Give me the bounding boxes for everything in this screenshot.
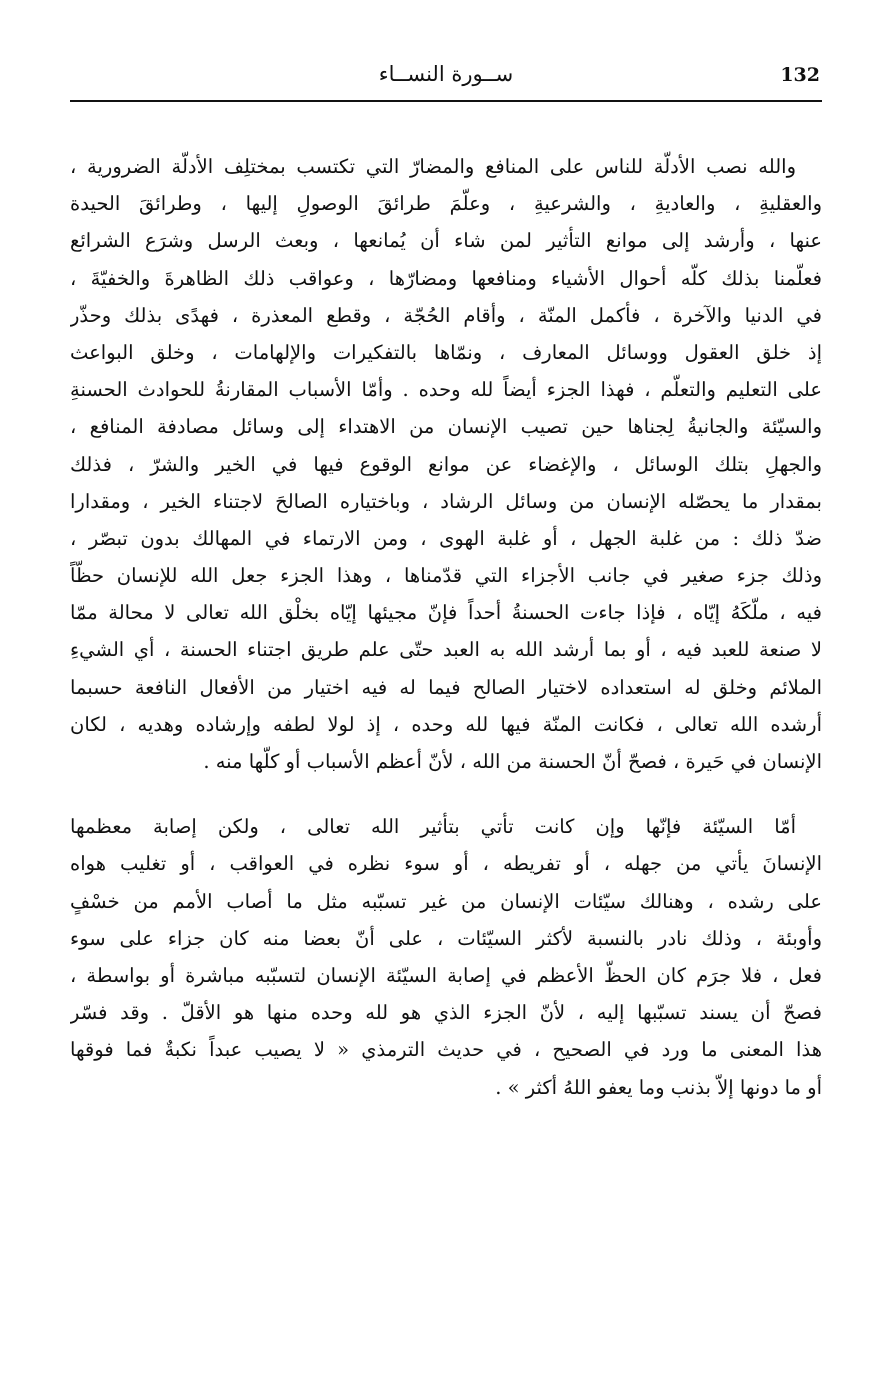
text-line: وذلك جزء صغير في جانب الأجزاء التي قدّمناها ، وهذا الجزء جعل الله للإنسان حظّاً: [70, 564, 822, 588]
text-line: فعل ، فلا جرَم كان الحظّ الأعظم في إصابة السيّئة الإنسان لتسبّبه مباشرة أو بواسطة ،: [70, 963, 822, 987]
header-rule: [70, 100, 822, 102]
text-line: الملائم وخلق له استعداده لاختيار الصالح فيما له فيه اختيار من الأفعال النافعة حسبما: [70, 675, 822, 699]
text-line: فعلّمنا بذلك كلّه أحوال الأشياء ومنافعها ومضارّها ، وعواقب ذلك الظاهرةَ والخفيّةَ ،: [70, 266, 822, 290]
text-line: والله نصب الأدلّة للناس على المنافع والمضارّ التي تكتسب بمختلِف الأدلّة الضرورية ،: [70, 155, 796, 178]
text-line: على رشده ، وهنالك سيّئات الإنسان من غير تسبّبه مثل ما أصاب الأمم من خسْفٍ: [70, 889, 822, 913]
text-line: أرشده الله تعالى ، فكانت المنّة فيها لله وحده ، إذ لولا لطفه وإرشاده وهديه ، لكان: [70, 712, 822, 736]
paragraph-1: [70, 148, 822, 780]
text-line: إذ خلق العقول ووسائل المعارف ، ونمّاها بالتفكيرات والإلهامات ، وخلق البواعث: [70, 340, 822, 364]
page-header: [70, 62, 822, 98]
text-line: والجهلِ بتلك الوسائل ، والإغضاء عن موانع الوقوع فيها في الخير والشرّ ، فذلك: [70, 452, 822, 476]
text-line: بمقدار ما يحصّله الإنسان من وسائل الرشاد ، وباختياره الصالحَ لاجتناء الخير ، ومقدارا: [70, 489, 822, 513]
text-line: الإنسان في حَيرة ، فصحّ أنّ الحسنة من الله ، لأنّ أعظم الأسباب أو كلّها منه .: [203, 750, 822, 773]
text-line: في الدنيا والآخرة ، فأكمل المنّة ، وأقام الحُجّة ، وقطع المعذرة ، فهدًى بذلك وحذّر: [70, 303, 822, 327]
text-line: فيه ، ملّكَهُ إيّاه ، فإذا جاءت الحسنةُ أحداً فإنّ مجيئها إيّاه بخلْق الله تعالى لا محالة ممّا: [70, 601, 822, 625]
text-line: أمّا السيّئة فإنّها وإن كانت تأتي بتأثير الله تعالى ، ولكن إصابة معظمها: [70, 815, 796, 839]
text-line: لا صنعة للعبد فيه ، أو بما أرشد الله به العبد حتّى علم طريق اجتناء الحسنة ، أي الشيءِ: [70, 638, 822, 662]
text-line: أو ما دونها إلاّ بذنب وما يعفو اللهُ أكثر » .: [495, 1075, 822, 1099]
page-number: 132: [780, 64, 820, 86]
paragraph-gap: [70, 780, 822, 808]
text-line: ضدّ ذلك : من غلبة الجهل ، أو غلبة الهوى ، ومن الارتماء في المهالك بدون تبصّر ،: [70, 526, 822, 550]
text-line: على التعليم والتعلّم ، فهذا الجزء أيضاً لله وحده . وأمّا الأسباب المقارنةُ للحوادث الحسنةِ: [70, 378, 822, 402]
text-line: وأوبئة ، وذلك نادر بالنسبة لأكثر السيّئات ، على أنّ بعضا منه كان جزاء على سوء: [70, 926, 822, 950]
text-line: والسيّئة والجانيةُ لِجناها حين تصيب الإنسان من الاهتداء إلى وسائل مصادفة المنافع ،: [70, 415, 822, 439]
text-line: الإنسانَ يأتي من جهله ، أو تفريطه ، أو سوء نظره في العواقب ، أو تغليب هواه: [70, 852, 822, 876]
body-text: [70, 148, 822, 1106]
text-line: هذا المعنى ما ورد في الصحيح ، في حديث الترمذي « لا يصيب عبداً نكبةٌ فما فوقها: [70, 1038, 822, 1062]
running-title: ســورة النســاء: [378, 62, 514, 86]
text-line: فصحّ أن يسند تسبّبها إليه ، لأنّ الجزء الذي هو لله وحده منها هو الأقلّ . وقد فسّر: [70, 1001, 822, 1025]
paragraph-2: [70, 808, 822, 1106]
text-line: والعقليةِ ، والعاديةِ ، والشرعيةِ ، وعلّمَ طرائقَ الوصولِ إليها ، وطرائقَ الحيدة: [70, 192, 822, 216]
text-line: عنها ، وأرشد إلى موانع التأثير لمن شاء أن يُمانعها ، وبعث الرسل وشرَع الشرائع: [70, 229, 822, 253]
